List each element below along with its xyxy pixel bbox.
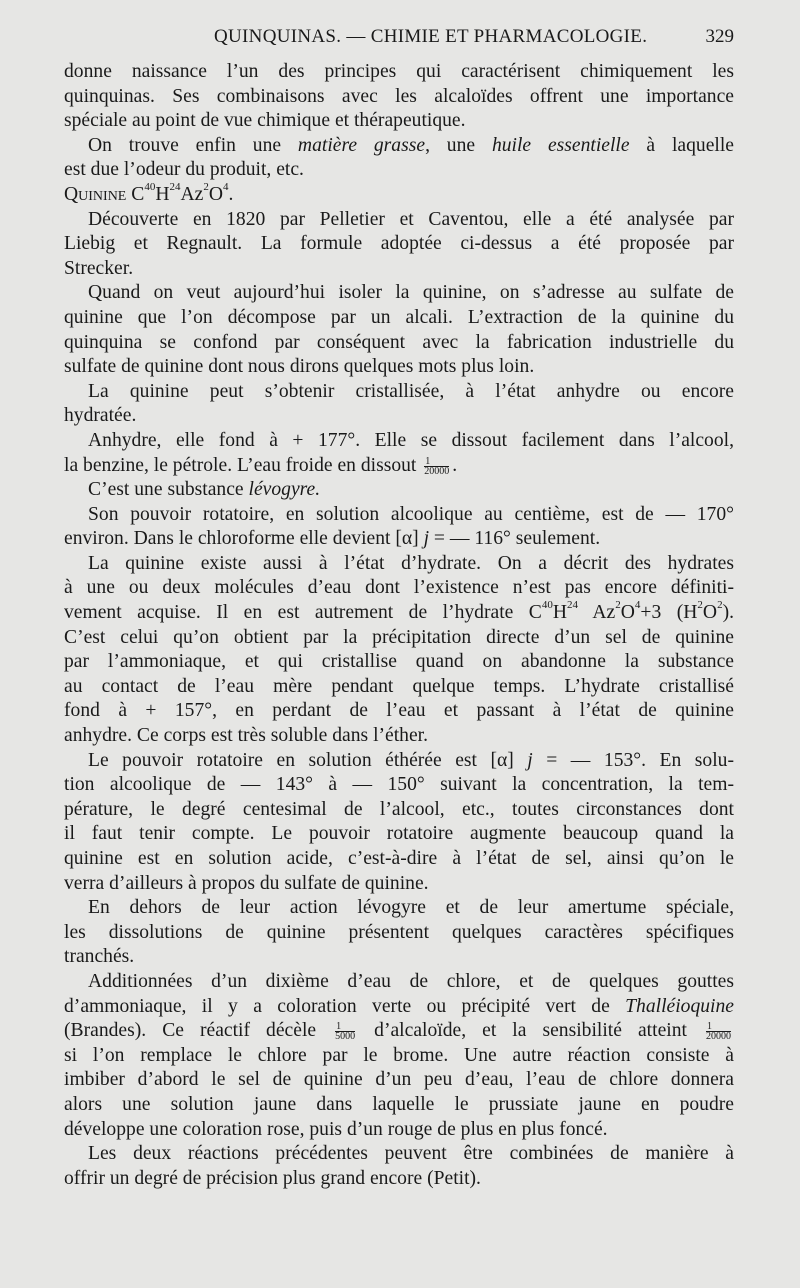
text-line: Quinine $C^{40}H^{24}Az^2O^4$. xyxy=(64,180,234,205)
text-line: à une ou deux molécules d’eau dont l’existence n’est pas encore définiti- xyxy=(64,577,734,599)
running-title: QUINQUINAS. — CHIMIE ET PHARMACOLOGIE. xyxy=(214,26,648,47)
text-line: hydratée. xyxy=(64,405,137,427)
text-line: alors une solution jaune dans laquelle le prussiate jaune en poudre xyxy=(64,1093,734,1115)
text-line: sulfate de quinine dont nous dirons quelques mots plus loin. xyxy=(64,356,535,378)
text-line: verra d’ailleurs à propos du sulfate de quinine. xyxy=(64,872,429,894)
text-line: les dissolutions de quinine présentent quelques caractères spécifiques xyxy=(64,921,734,943)
text-line: La quinine existe aussi à l’état d’hydrate. On a décrit des hydrates xyxy=(88,552,734,574)
text-line: si l’on remplace le chlore par le brome. Une autre réaction consiste à xyxy=(64,1044,734,1066)
text-line: il faut tenir compte. Le pouvoir rotatoire augmente beaucoup quand la xyxy=(64,823,734,845)
text-line: quinine que l’on décompose par un alcali. L’extraction de la quinine du xyxy=(64,306,734,328)
text-line: tranchés. xyxy=(64,946,135,968)
text-line: fond à + 157°, en perdant de l’eau et passant à l’état de quinine xyxy=(64,700,734,722)
text-line: donne naissance l’un des principes qui caractérisent chimiquement les xyxy=(64,61,734,82)
text-line: La quinine peut s’obtenir cristallisée, à l’état anhydre ou encore xyxy=(88,380,734,402)
text-line: Strecker. xyxy=(64,257,134,279)
text-line: environ. Dans le chloroforme elle devient [α] j = — 116° seulement. xyxy=(64,528,601,550)
text-line: Liebig et Regnault. La formule adoptée ci-dessus a été proposée par xyxy=(64,233,734,255)
text-line: Le pouvoir rotatoire en solution éthérée est [α] j = — 153°. En solu- xyxy=(88,749,734,771)
text-line: C’est celui qu’on obtient par la précipitation directe d’un sel de quinine xyxy=(64,626,734,648)
text-line: (Brandes). Ce réactif décèle $\frac{1}{5000}$ d’alcaloïde, et la sensibilité atteint $\frac{1}{20000}$ xyxy=(64,1020,731,1043)
text-line: vement acquise. Il en est autrement de l’hydrate $C^{40}H^{24}$ $Az^2O^4+3$ $(H^2O^2)$. xyxy=(64,599,735,624)
text-line: quinine est en solution acide, c’est-à-dire à l’état de sel, ainsi qu’on le xyxy=(64,848,734,869)
text-line: Découverte en 1820 par Pelletier et Caventou, elle a été analysée par xyxy=(88,208,734,230)
text-line: quinquina se confond par conséquent avec la fabrication industrielle du xyxy=(64,331,734,353)
page-number: 329 xyxy=(705,26,734,47)
text-line: spéciale au point de vue chimique et thérapeutique. xyxy=(64,110,466,132)
text-line: quinquinas. Ses combinaisons avec les alcaloïdes offrent une importance xyxy=(64,85,734,107)
text-line: tion alcoolique de — 143° à — 150° suivant la concentration, la tem- xyxy=(64,774,734,796)
text-line: offrir un degré de précision plus grand encore (Petit). xyxy=(64,1167,481,1189)
body-text xyxy=(64,60,734,1191)
running-header xyxy=(64,24,734,54)
text-line: Additionnées d’un dixième d’eau de chlore, et de quelques gouttes xyxy=(88,970,734,992)
text-line: est due l’odeur du produit, etc. xyxy=(64,159,304,181)
text-line: On trouve enfin une matière grasse, une huile essentielle à laquelle xyxy=(88,134,734,156)
text-line: la benzine, le pétrole. L’eau froide en dissout $\frac{1}{20000}$ . xyxy=(64,454,458,477)
text-line: d’ammoniaque, il y a coloration verte ou précipité vert de Thalléioquine xyxy=(64,995,734,1017)
text-line: au contact de l’eau mère pendant quelque temps. L’hydrate cristallisé xyxy=(64,675,734,697)
text-line: par l’ammoniaque, et qui cristallise quand on abandonne la substance xyxy=(64,651,734,673)
text-line: imbiber d’abord le sel de quinine d’un peu d’eau, l’eau de chlore donnera xyxy=(64,1069,734,1091)
text-line: pérature, le degré centesimal de l’alcool, etc., toutes circonstances dont xyxy=(64,798,734,820)
text-line: Anhydre, elle fond à + 177°. Elle se dissout facilement dans l’alcool, xyxy=(88,429,734,451)
text-line: développe une coloration rose, puis d’un rouge de plus en plus foncé. xyxy=(64,1118,608,1140)
text-line: C’est une substance lévogyre. xyxy=(88,479,321,501)
text-line: En dehors de leur action lévogyre et de leur amertume spéciale, xyxy=(88,897,734,919)
text-line: anhydre. Ce corps est très soluble dans l’éther. xyxy=(64,725,429,747)
text-line: Les deux réactions précédentes peuvent être combinées de manière à xyxy=(88,1143,734,1165)
text-line: Son pouvoir rotatoire, en solution alcoolique au centième, est de — 170° xyxy=(88,503,734,525)
text-line: Quand on veut aujourd’hui isoler la quinine, on s’adresse au sulfate de xyxy=(88,282,734,304)
